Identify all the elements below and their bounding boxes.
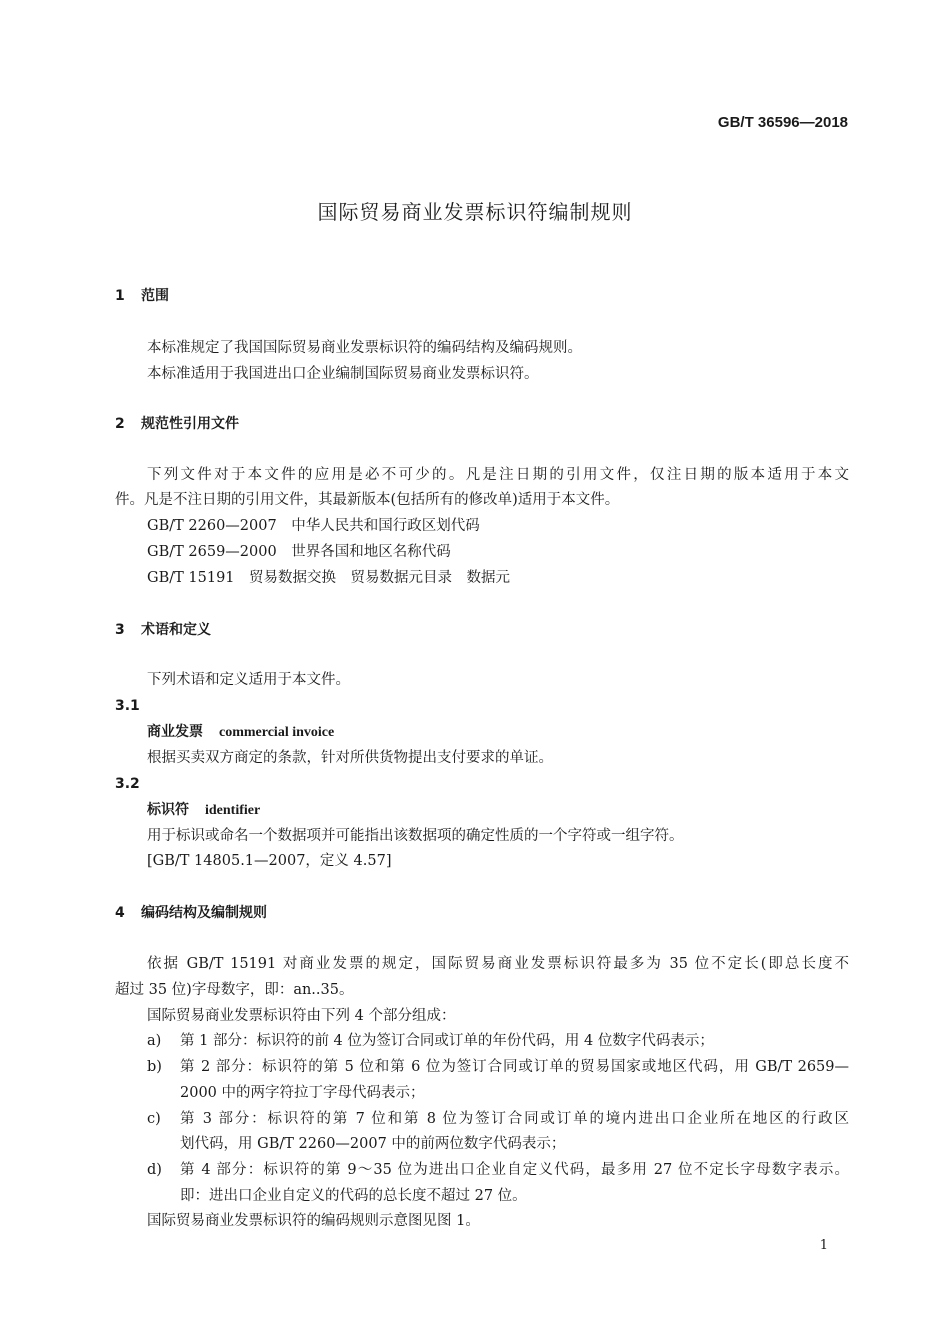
term-number: 3.2: [115, 776, 140, 792]
list-text: 第 3 部分：标识符的第 7 位和第 8 位为签订合同或订单的境内进出口企业所在地区的行政区: [180, 1111, 849, 1127]
paragraph: 本标准规定了我国国际贸易商业发票标识符的编码结构及编码规则。: [147, 340, 582, 356]
list-label: d): [147, 1162, 162, 1178]
reference-name: 中华人民共和国行政区划代码: [291, 518, 480, 534]
reference-item: [147, 542, 451, 562]
list-text-continued: 2000 中的两字符拉丁字母代码表示；: [180, 1085, 425, 1101]
paragraph: 国际贸易商业发票标识符由下列 4 个部分组成：: [147, 1008, 456, 1024]
reference-code: GB/T 15191: [147, 570, 235, 586]
list-item-a: [147, 1031, 714, 1051]
reference-item: [147, 516, 480, 536]
paragraph: 超过 35 位)字母数字，即：an..35。: [115, 982, 354, 998]
section-number: 2: [115, 416, 125, 432]
section-heading-1: [115, 286, 169, 306]
section-heading-2: [115, 414, 239, 434]
section-number: 4: [115, 905, 125, 921]
list-text: 第 2 部分：标识符的第 5 位和第 6 位为签订合同或订单的贸易国家或地区代码，用 GB/T 2659—: [180, 1059, 849, 1075]
term-en: commercial invoice: [219, 725, 335, 740]
reference-item: [147, 568, 510, 588]
term-number: 3.1: [115, 698, 140, 714]
section-heading-3: [115, 620, 211, 640]
paragraph: 下列文件对于本文件的应用是必不可少的。凡是注日期的引用文件，仅注日期的版本适用于本文: [147, 467, 849, 483]
reference-name: 世界各国和地区名称代码: [291, 544, 451, 560]
term-source: [GB/T 14805.1—2007，定义 4.57]: [147, 853, 392, 869]
paragraph: 件。凡是不注日期的引用文件，其最新版本(包括所有的修改单)适用于本文件。: [115, 492, 620, 508]
reference-name: 贸易数据交换 贸易数据元目录 数据元: [249, 570, 511, 586]
paragraph: 国际贸易商业发票标识符的编码规则示意图见图 1。: [147, 1213, 480, 1229]
reference-code: GB/T 2260—2007: [147, 518, 277, 534]
page-number: 1: [819, 1238, 828, 1253]
paragraph: 依据 GB/T 15191 对商业发票的规定，国际贸易商业发票标识符最多为 35 位不定长(即总长度不: [147, 956, 849, 972]
paragraph: 下列术语和定义适用于本文件。: [147, 672, 350, 688]
reference-code: GB/T 2659—2000: [147, 544, 277, 560]
section-title: 编码结构及编制规则: [141, 905, 267, 921]
list-text-continued: 即：进出口企业自定义的代码的总长度不超过 27 位。: [180, 1188, 527, 1204]
list-item-d: [147, 1160, 849, 1180]
term-en: identifier: [205, 803, 261, 818]
section-number: 3: [115, 622, 125, 638]
section-number: 1: [115, 288, 125, 304]
list-text: 第 1 部分：标识符的前 4 位为签订合同或订单的年份代码，用 4 位数字代码表示；: [180, 1033, 714, 1049]
list-label: a): [147, 1033, 162, 1049]
list-text-continued: 划代码，用 GB/T 2260—2007 中的前两位数字代码表示；: [180, 1136, 566, 1152]
term-definition: 用于标识或命名一个数据项并可能指出该数据项的确定性质的一个字符或一组字符。: [147, 828, 684, 844]
list-label: c): [147, 1111, 161, 1127]
list-item-c: [147, 1109, 849, 1129]
section-heading-4: [115, 903, 267, 923]
term-zh: 标识符: [147, 802, 189, 818]
paragraph: 本标准适用于我国进出口企业编制国际贸易商业发票标识符。: [147, 366, 539, 382]
term-zh: 商业发票: [147, 724, 203, 740]
section-title: 术语和定义: [141, 622, 211, 638]
standard-number: GB/T 36596—2018: [717, 114, 848, 131]
document-title: 国际贸易商业发票标识符编制规则: [317, 200, 633, 224]
section-title: 范围: [141, 288, 169, 304]
section-title: 规范性引用文件: [141, 416, 239, 432]
list-item-b: [147, 1057, 849, 1077]
term-heading: [147, 800, 260, 821]
term-definition: 根据买卖双方商定的条款，针对所供货物提出支付要求的单证。: [147, 750, 553, 766]
term-heading: [147, 722, 334, 743]
list-label: b): [147, 1059, 162, 1075]
list-text: 第 4 部分：标识符的第 9～35 位为进出口企业自定义代码，最多用 27 位不定长字母数字表示。: [180, 1162, 849, 1178]
